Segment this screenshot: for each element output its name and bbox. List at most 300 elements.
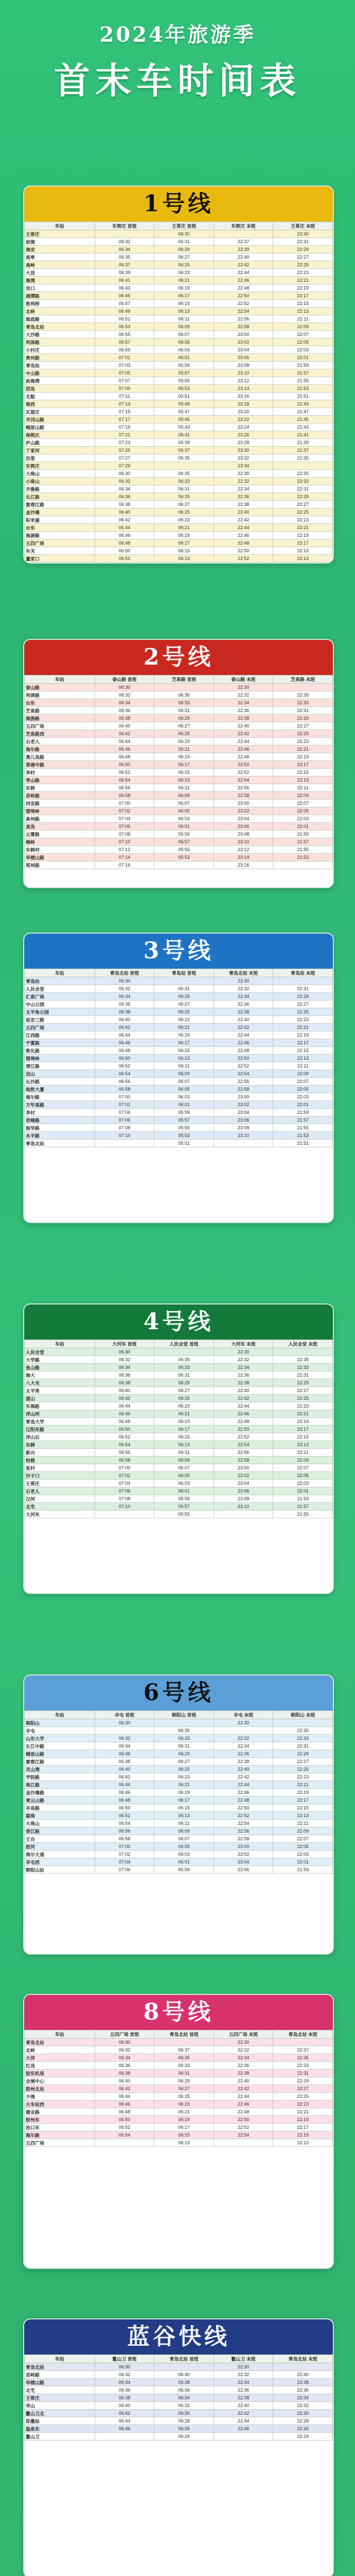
timetable xyxy=(24,2354,333,2441)
time-cell: 22:38 xyxy=(214,501,273,509)
table-row xyxy=(25,1719,333,1727)
time-cell: 22:15 xyxy=(273,1047,333,1055)
time-cell: 07:29 xyxy=(95,462,154,470)
table-row xyxy=(25,2371,333,2379)
time-cell: 07:04 xyxy=(95,1480,154,1487)
station-name: 前海湾 xyxy=(25,377,95,385)
time-cell: 22:31 xyxy=(273,707,333,715)
table-row xyxy=(25,1789,333,1797)
time-cell: 23:00 xyxy=(214,1464,273,1472)
table-row xyxy=(25,1433,333,1441)
time-cell: 22:23 xyxy=(273,269,333,277)
table-row xyxy=(25,362,333,369)
station-name: 华山 xyxy=(25,2402,95,2410)
table-row xyxy=(25,501,333,509)
time-cell: 06:13 xyxy=(154,1441,214,1449)
time-cell: 22:33 xyxy=(273,1364,333,1371)
time-cell: 22:44 xyxy=(214,269,273,277)
time-cell: 06:19 xyxy=(154,284,214,292)
table-row xyxy=(25,1055,333,1062)
station-name: 海尔路 xyxy=(25,2131,95,2139)
column-header: 车站 xyxy=(25,1340,95,1348)
time-cell: 06:30 xyxy=(95,1719,154,1727)
table-row xyxy=(25,1418,333,1426)
table-row xyxy=(25,1781,333,1789)
time-cell: 22:40 xyxy=(214,2077,273,2085)
column-header: 大河东 首班 xyxy=(95,1340,154,1348)
station-name: 海湾 xyxy=(25,277,95,284)
time-cell: 22:19 xyxy=(273,284,333,292)
time-cell: 06:13 xyxy=(154,2139,214,2147)
time-cell: 22:46 xyxy=(214,1789,273,1797)
time-cell: 22:29 xyxy=(273,2077,333,2085)
time-cell: 06:17 xyxy=(154,539,214,547)
time-cell: 06:32 xyxy=(95,985,154,993)
station-name: 双山 xyxy=(25,1070,95,1078)
table-row xyxy=(25,722,333,730)
table-row xyxy=(25,323,333,331)
time-cell: 06:17 xyxy=(154,1797,214,1804)
time-cell: 06:42 xyxy=(95,516,154,524)
time-cell: 06:32 xyxy=(95,1356,154,1364)
time-cell xyxy=(154,684,214,691)
table-row xyxy=(25,2363,333,2371)
time-cell xyxy=(214,1511,273,1518)
time-cell: 06:01 xyxy=(154,1858,214,1866)
table-row xyxy=(25,2046,333,2054)
time-cell xyxy=(273,2039,333,2046)
station-name: 云霄路 xyxy=(25,831,95,838)
time-cell: 05:59 xyxy=(154,1109,214,1116)
time-cell: 22:52 xyxy=(214,2124,273,2131)
time-cell: 22:34 xyxy=(214,1742,273,1750)
station-name: 火车站西 xyxy=(25,2100,95,2108)
time-cell: 06:36 xyxy=(95,1001,154,1008)
table-row xyxy=(25,1773,333,1781)
time-cell: 06:25 xyxy=(154,1395,214,1402)
time-cell: 06:13 xyxy=(154,555,214,563)
time-cell: 06:54 xyxy=(95,1070,154,1078)
time-cell: 22:25 xyxy=(273,730,333,738)
time-cell: 06:30 xyxy=(95,977,154,985)
column-header: 王哥庄 末班 xyxy=(273,222,333,230)
table-row xyxy=(25,1109,333,1116)
time-cell: 06:15 xyxy=(154,1433,214,1441)
time-cell: 05:57 xyxy=(154,1503,214,1511)
time-cell: 06:44 xyxy=(95,2417,154,2425)
time-cell: 22:44 xyxy=(214,1781,273,1789)
time-cell: 22:23 xyxy=(273,2100,333,2108)
time-cell: 06:33 xyxy=(154,699,214,707)
station-name: 大河东 xyxy=(25,1511,95,1518)
time-cell: 06:44 xyxy=(95,738,154,745)
station-name: 峨眉山路 xyxy=(25,1750,95,1758)
time-cell: 23:04 xyxy=(214,1858,273,1866)
time-cell: 07:01 xyxy=(95,354,154,362)
table-row xyxy=(25,846,333,854)
table-row xyxy=(25,1843,333,1851)
time-cell: 06:46 xyxy=(95,1789,154,1797)
time-cell: 22:31 xyxy=(273,1742,333,1750)
time-cell: 06:19 xyxy=(154,2116,214,2124)
time-cell: 22:36 xyxy=(214,1371,273,1379)
table-row xyxy=(25,1495,333,1503)
time-cell: 07:16 xyxy=(95,861,154,869)
time-cell: 22:42 xyxy=(214,1024,273,1031)
table-row xyxy=(25,431,333,439)
time-cell: 22:46 xyxy=(214,1410,273,1418)
time-cell: 06:23 xyxy=(154,516,214,524)
table-row xyxy=(25,854,333,861)
time-cell: 22:30 xyxy=(214,470,273,478)
time-cell: 06:29 xyxy=(154,715,214,722)
time-cell: 22:50 xyxy=(214,292,273,300)
column-header: 车站 xyxy=(25,2030,95,2039)
table-row xyxy=(25,539,333,547)
time-cell: 07:07 xyxy=(95,377,154,385)
time-cell: 23:34 xyxy=(214,462,273,470)
time-cell: 22:30 xyxy=(214,2039,273,2046)
line-title: 8号线 xyxy=(24,1995,333,2030)
table-row xyxy=(25,2062,333,2070)
time-cell: 06:05 xyxy=(154,1472,214,1480)
time-cell: 21:57 xyxy=(273,1116,333,1124)
station-name: 利津路 xyxy=(25,691,95,699)
station-name: 华楼山路 xyxy=(25,854,95,861)
station-name: 小珠山 xyxy=(25,478,95,485)
time-cell: 22:19 xyxy=(273,1418,333,1426)
time-cell: 22:23 xyxy=(273,516,333,524)
station-name: 金沙滩 xyxy=(25,509,95,516)
table-row xyxy=(25,2425,333,2433)
time-cell: 06:01 xyxy=(154,354,214,362)
table-row xyxy=(25,454,333,462)
table-row xyxy=(25,1487,333,1495)
time-cell: 22:34 xyxy=(214,2054,273,2062)
column-header: 大河东 末班 xyxy=(214,1340,273,1348)
time-cell: 22:44 xyxy=(214,524,273,532)
time-cell: 06:40 xyxy=(154,2371,214,2379)
time-cell: 06:07 xyxy=(154,1078,214,1086)
time-cell: 22:56 xyxy=(214,1827,273,1835)
time-cell: 07:12 xyxy=(95,846,154,854)
time-cell: 07:27 xyxy=(95,454,154,462)
time-cell: 06:27 xyxy=(154,1758,214,1766)
time-cell: 06:35 xyxy=(154,691,214,699)
time-cell: 06:58 xyxy=(95,1086,154,1093)
station-name: 江西路 xyxy=(25,1031,95,1039)
station-name: 隐珠 xyxy=(25,1812,95,1820)
table-row xyxy=(25,2085,333,2093)
table-row xyxy=(25,2394,333,2402)
time-cell: 22:05 xyxy=(273,1472,333,1480)
time-cell: 22:58 xyxy=(214,1456,273,1464)
time-cell: 22:35 xyxy=(273,2054,333,2062)
time-cell: 06:54 xyxy=(95,1441,154,1449)
table-row xyxy=(25,784,333,792)
time-cell: 06:34 xyxy=(95,1742,154,1750)
time-cell: 06:21 xyxy=(154,524,214,532)
time-cell: 22:33 xyxy=(273,1735,333,1742)
time-cell: 22:15 xyxy=(273,769,333,776)
time-cell: 22:50 xyxy=(214,2116,273,2124)
time-cell: 06:36 xyxy=(154,2386,214,2394)
time-cell xyxy=(273,977,333,985)
time-cell xyxy=(273,861,333,869)
time-cell: 22:42 xyxy=(214,2410,273,2417)
station-name: 梅岭 xyxy=(25,838,95,846)
time-cell: 06:31 xyxy=(154,707,214,715)
time-cell: 22:34 xyxy=(214,485,273,493)
station-name: 青岛北站 xyxy=(25,1140,95,1147)
table-row xyxy=(25,823,333,831)
time-cell: 06:05 xyxy=(154,1843,214,1851)
station-name: 大珠山 xyxy=(25,470,95,478)
time-cell: 22:52 xyxy=(214,1433,273,1441)
time-cell: 06:57 xyxy=(95,338,154,346)
time-cell: 05:59 xyxy=(154,1495,214,1503)
column-header: 东郭庄 首班 xyxy=(95,222,154,230)
table-row xyxy=(25,831,333,838)
time-cell: 22:13 xyxy=(273,308,333,315)
table-row xyxy=(25,838,333,846)
time-cell: 22:09 xyxy=(273,323,333,331)
time-cell: 06:58 xyxy=(95,1835,154,1843)
time-cell: 06:31 xyxy=(154,985,214,993)
time-cell: 05:35 xyxy=(154,454,214,462)
time-cell: 07:06 xyxy=(95,1487,154,1495)
column-header: 泰山路 首班 xyxy=(95,675,154,684)
time-cell: 22:48 xyxy=(214,753,273,761)
station-name: 沧口 xyxy=(25,284,95,292)
column-header: 车站 xyxy=(25,2355,95,2363)
time-cell: 22:29 xyxy=(273,993,333,1001)
table-row xyxy=(25,1356,333,1364)
line-card xyxy=(23,933,334,1223)
station-name: 峨眉山路 xyxy=(25,423,95,431)
time-cell: 05:55 xyxy=(154,1511,214,1518)
station-name: 南岭 xyxy=(25,261,95,269)
station-name: 石老人 xyxy=(25,1487,95,1495)
time-cell: 22:03 xyxy=(273,1851,333,1858)
time-cell: 22:32 xyxy=(214,691,273,699)
time-cell: 21:53 xyxy=(273,854,333,861)
table-row xyxy=(25,1101,333,1109)
time-cell: 07:10 xyxy=(95,1132,154,1140)
time-cell: 06:29 xyxy=(154,246,214,253)
table-row xyxy=(25,238,333,246)
time-cell: 05:39 xyxy=(154,439,214,447)
time-cell xyxy=(95,1140,154,1147)
table-row xyxy=(25,2131,333,2139)
station-name: 中山公园 xyxy=(25,1001,95,1008)
time-cell xyxy=(214,1140,273,1147)
time-cell: 07:00 xyxy=(95,800,154,807)
station-name: 李村 xyxy=(25,1109,95,1116)
time-cell: 22:54 xyxy=(214,2131,273,2139)
time-cell: 22:40 xyxy=(214,253,273,261)
station-name: 苗岭路 xyxy=(25,792,95,800)
station-name: 北岭 xyxy=(25,2046,95,2054)
time-cell: 06:50 xyxy=(95,2116,154,2124)
time-cell: 23:18 xyxy=(214,400,273,408)
time-cell: 22:34 xyxy=(214,1364,273,1371)
time-cell: 06:41 xyxy=(95,277,154,284)
time-cell: 22:21 xyxy=(273,1024,333,1031)
time-cell: 22:50 xyxy=(214,547,273,555)
time-cell: 06:01 xyxy=(154,1101,214,1109)
time-cell: 06:31 xyxy=(154,238,214,246)
time-cell: 06:42 xyxy=(95,2085,154,2093)
time-cell: 06:30 xyxy=(95,1348,154,1356)
time-cell: 06:09 xyxy=(154,1070,214,1078)
station-name: 枯桃 xyxy=(25,1456,95,1464)
table-row xyxy=(25,1039,333,1047)
time-cell: 05:51 xyxy=(154,393,214,400)
table-row xyxy=(25,524,333,532)
time-cell: 23:10 xyxy=(214,1132,273,1140)
time-cell: 22:52 xyxy=(214,555,273,563)
table-row xyxy=(25,1820,333,1827)
time-cell: 06:31 xyxy=(154,1371,214,1379)
table-row xyxy=(25,1503,333,1511)
station-name: 胶州东 xyxy=(25,2116,95,2124)
column-header: 泰山路 末班 xyxy=(214,675,273,684)
column-header: 辛屯 首班 xyxy=(95,1711,154,1719)
time-cell: 22:32 xyxy=(214,478,273,485)
time-cell: 22:29 xyxy=(273,715,333,722)
time-cell: 22:38 xyxy=(214,1379,273,1387)
column-header: 芝泉路 末班 xyxy=(273,675,333,684)
time-cell: 22:25 xyxy=(273,1766,333,1773)
table-row xyxy=(25,478,333,485)
table-row xyxy=(25,1395,333,1402)
time-cell: 22:29 xyxy=(273,246,333,253)
time-cell: 06:21 xyxy=(154,1410,214,1418)
time-cell: 22:46 xyxy=(214,1039,273,1047)
time-cell: 06:40 xyxy=(95,1766,154,1773)
column-header: 青岛北站 首班 xyxy=(154,2355,214,2363)
time-cell: 22:09 xyxy=(273,1456,333,1464)
table-row xyxy=(25,555,333,563)
station-name: 珠江路 xyxy=(25,1781,95,1789)
time-cell: 22:32 xyxy=(214,1735,273,1742)
time-cell: 06:38 xyxy=(154,2379,214,2386)
table-row xyxy=(25,2139,333,2147)
table-row xyxy=(25,753,333,761)
time-cell: 06:40 xyxy=(95,2402,154,2410)
table-row xyxy=(25,1766,333,1773)
table-row xyxy=(25,1371,333,1379)
station-name: 利津路 xyxy=(25,338,95,346)
time-cell: 21:59 xyxy=(273,831,333,838)
table-row xyxy=(25,2070,333,2077)
time-cell: 22:34 xyxy=(214,699,273,707)
station-name: 辛岛路 xyxy=(25,1804,95,1812)
station-name: 大洋 xyxy=(25,2054,95,2062)
line-title: 3号线 xyxy=(24,934,333,969)
time-cell: 06:44 xyxy=(95,1402,154,1410)
time-cell xyxy=(154,462,214,470)
time-cell: 06:39 xyxy=(95,269,154,277)
table-row xyxy=(25,1348,333,1356)
table-row xyxy=(25,2108,333,2116)
time-cell: 06:29 xyxy=(154,1750,214,1758)
station-name: 鳌山卫北 xyxy=(25,2410,95,2417)
station-name: 汇泉广场 xyxy=(25,993,95,1001)
time-cell: 07:00 xyxy=(95,1464,154,1472)
station-name: 台东 xyxy=(25,524,95,532)
table-row xyxy=(25,354,333,362)
time-cell: 06:48 xyxy=(95,1418,154,1426)
table-row xyxy=(25,377,333,385)
time-cell xyxy=(95,230,154,238)
time-cell xyxy=(95,1511,154,1518)
table-row xyxy=(25,1742,333,1750)
time-cell: 05:53 xyxy=(154,1132,214,1140)
station-name: 辛屯西 xyxy=(25,1858,95,1866)
time-cell: 22:15 xyxy=(273,1433,333,1441)
station-name: 红岛 xyxy=(25,2062,95,2070)
column-header: 五四广场 首班 xyxy=(95,2030,154,2039)
time-cell xyxy=(214,2139,273,2147)
time-cell: 06:21 xyxy=(154,1781,214,1789)
time-cell: 06:25 xyxy=(154,730,214,738)
station-name: 胶州北站 xyxy=(25,2085,95,2093)
time-cell: 22:03 xyxy=(273,1093,333,1101)
station-name: 大学路 xyxy=(25,1356,95,1364)
time-cell: 06:25 xyxy=(154,1008,214,1016)
time-cell: 23:06 xyxy=(214,1116,273,1124)
station-name: 青岛北站 xyxy=(25,2363,95,2371)
time-cell: 05:45 xyxy=(154,416,214,423)
table-row xyxy=(25,308,333,315)
time-cell: 22:44 xyxy=(214,738,273,745)
time-cell: 06:50 xyxy=(95,761,154,769)
time-cell: 22:32 xyxy=(214,2046,273,2054)
time-cell xyxy=(154,2039,214,2046)
time-cell: 23:02 xyxy=(214,1472,273,1480)
column-header: 青岛北站 末班 xyxy=(273,2355,333,2363)
station-name: 湘潭路 xyxy=(25,292,95,300)
time-cell: 22:01 xyxy=(273,1487,333,1495)
time-cell: 22:35 xyxy=(273,1727,333,1735)
time-cell: 06:40 xyxy=(95,1387,154,1395)
time-cell: 21:51 xyxy=(273,1140,333,1147)
time-cell: 21:53 xyxy=(273,385,333,393)
time-cell: 22:13 xyxy=(273,1441,333,1449)
table-row xyxy=(25,292,333,300)
table-row xyxy=(25,253,333,261)
column-header: 鳌山卫 首班 xyxy=(95,2355,154,2363)
table-row xyxy=(25,1797,333,1804)
time-cell: 22:38 xyxy=(214,2070,273,2077)
table-row xyxy=(25,2410,333,2417)
time-cell: 22:21 xyxy=(273,2108,333,2116)
table-row xyxy=(25,1426,333,1433)
table-row xyxy=(25,738,333,745)
table-row xyxy=(25,493,333,501)
time-cell: 07:04 xyxy=(95,1858,154,1866)
column-header: 青岛北站 末班 xyxy=(214,969,273,977)
line-card xyxy=(23,1303,334,1594)
table-row xyxy=(25,977,333,985)
time-cell: 06:11 xyxy=(154,784,214,792)
time-cell: 06:31 xyxy=(154,485,214,493)
time-cell: 22:48 xyxy=(214,1797,273,1804)
time-cell: 06:50 xyxy=(95,547,154,555)
time-cell: 21:57 xyxy=(273,369,333,377)
